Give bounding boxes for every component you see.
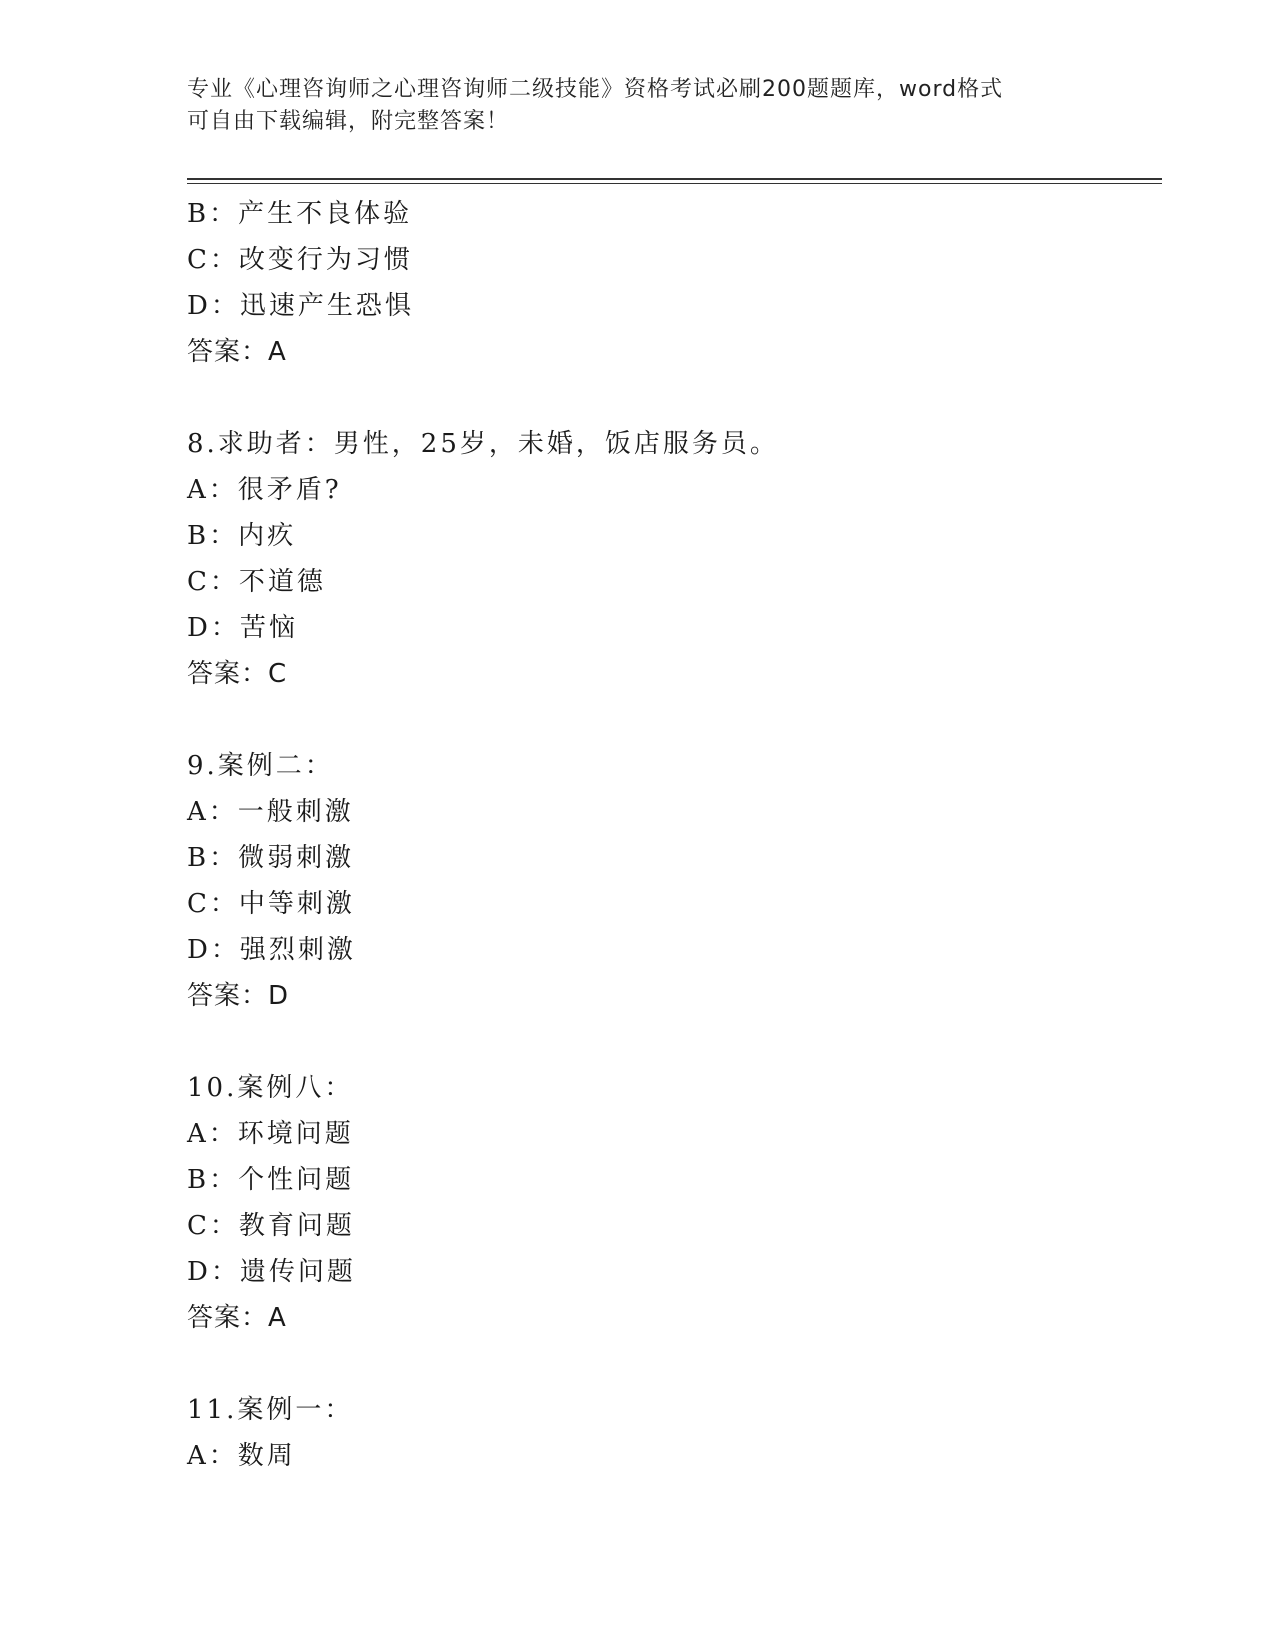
question-11 — [187, 1387, 1162, 1479]
question-stem: 11.案例一： — [187, 1395, 354, 1425]
header-divider-thin — [187, 183, 1162, 184]
question-stem: 10.案例八： — [187, 1073, 354, 1103]
option-c: C：中等刺激 — [187, 889, 355, 919]
option-d: D：苦恼 — [187, 613, 298, 643]
option-d: D：强烈刺激 — [187, 935, 356, 965]
answer: 答案：D — [187, 981, 290, 1011]
option-d: D：迅速产生恐惧 — [187, 291, 414, 321]
option-a: A：数周 — [187, 1441, 296, 1471]
option-b: B：产生不良体验 — [187, 199, 413, 229]
option-b: B：个性问题 — [187, 1165, 355, 1195]
header-title-line-2: 可自由下载编辑，附完整答案！ — [187, 109, 510, 134]
option-a: A：一般刺激 — [187, 797, 354, 827]
answer: 答案：C — [187, 659, 288, 689]
question-7-fragment — [187, 191, 1162, 375]
question-9 — [187, 743, 1162, 1019]
answer: 答案：A — [187, 337, 287, 367]
question-stem: 9.案例二： — [187, 751, 334, 781]
option-a: A：环境问题 — [187, 1119, 354, 1149]
header-title-line-1: 专业《心理咨询师之心理咨询师二级技能》资格考试必刷200题题库，word格式 — [187, 77, 1004, 102]
option-c: C：不道德 — [187, 567, 326, 597]
header-divider-thick — [187, 178, 1162, 180]
option-b: B：微弱刺激 — [187, 843, 355, 873]
answer: 答案：A — [187, 1303, 287, 1333]
question-10 — [187, 1065, 1162, 1341]
option-c: C：教育问题 — [187, 1211, 355, 1241]
question-stem: 8.求助者：男性，25岁，未婚，饭店服务员。 — [187, 429, 779, 459]
option-b: B：内疚 — [187, 521, 297, 551]
question-8 — [187, 421, 1162, 697]
option-d: D：遗传问题 — [187, 1257, 356, 1287]
option-c: C：改变行为习惯 — [187, 245, 413, 275]
document-header — [187, 74, 1077, 138]
question-list — [187, 191, 1162, 1479]
option-a: A：很矛盾? — [187, 475, 342, 505]
